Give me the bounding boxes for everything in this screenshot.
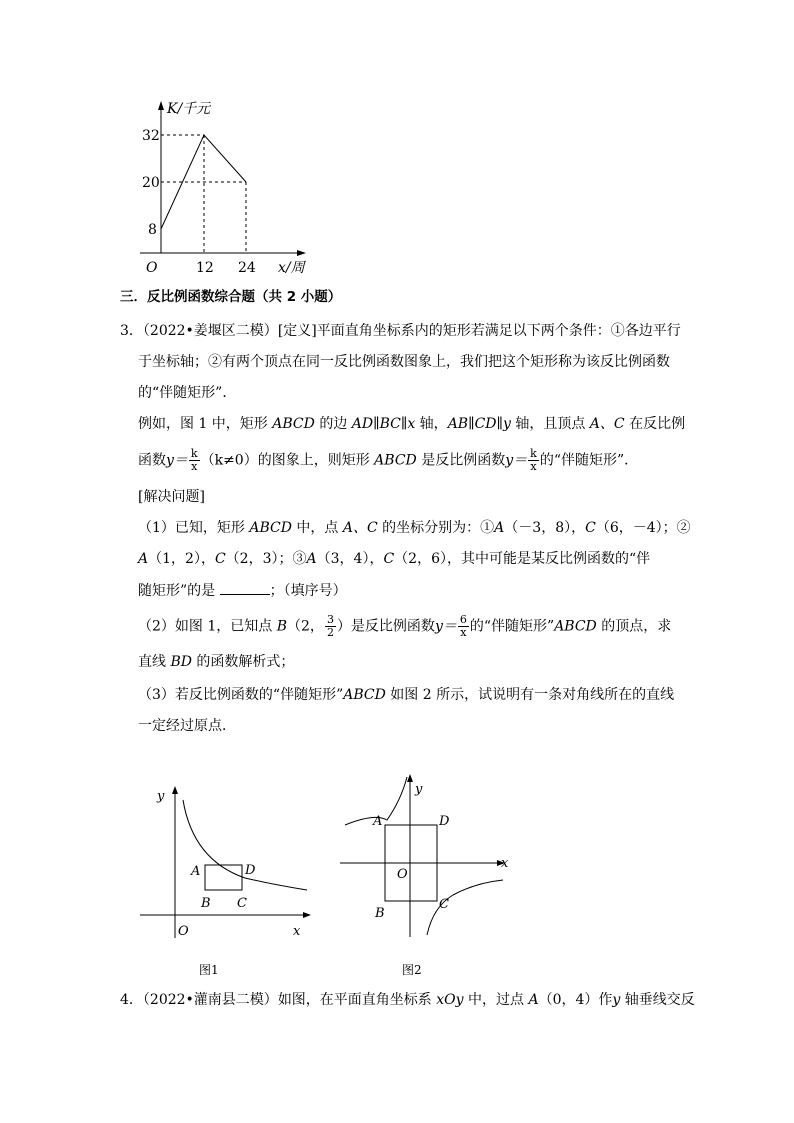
fig1-x-arrow: [303, 912, 311, 918]
q3-number: 3．: [120, 323, 143, 339]
q3-line2: 于坐标轴；②有两个顶点在同一反比例函数图象上，我们把这个矩形称为该反比例函数: [138, 354, 670, 370]
x-axis-label: x/周: [278, 260, 305, 276]
svg-text:O: O: [178, 924, 189, 939]
q3-line1: 3．（2022•姜堰区二模）[定义]平面直角坐标系内的矩形若满足以下两个条件：①各边平行: [120, 323, 681, 339]
q3-solve-heading: [解决问题]: [138, 489, 205, 505]
x-axis-arrow: [297, 250, 306, 256]
fig1-rectangle: [205, 865, 242, 890]
six-over-x-fraction: $\frac{6}{x}$: [459, 613, 467, 639]
y-axis-label: K/千元: [167, 101, 211, 117]
svg-text:C: C: [237, 896, 247, 911]
q3-part1-line3: 随矩形”的是 ；（填序号）: [138, 580, 347, 601]
q3-source: （2022•姜堰区二模）: [142, 323, 278, 339]
fig1-y-arrow: [172, 786, 178, 794]
figure-1: [135, 780, 315, 945]
y-tick-20: 20: [142, 175, 160, 191]
q3-part1-line1: （1）已知，矩形 ABCD 中，点 A、C 的坐标分别为：①A（－3，8），C（6，－4）；②: [138, 520, 691, 536]
svg-text:A: A: [373, 814, 383, 829]
origin-label: O: [146, 260, 158, 276]
q3-part2-line2: 直线 BD 的函数解析式；: [138, 654, 295, 670]
x-tick-12: 12: [196, 260, 214, 276]
q3-part2-line1: （2）如图 1，已知点 B（2， $\frac{3}{2}$ ）是反比例函数y＝ $\frac{6}{x}$ 的“伴随矩形”ABCD 的顶点，求: [138, 613, 672, 639]
section-heading: 三．反比例函数综合题（共 2 小题）: [120, 289, 342, 305]
answer-blank[interactable]: [220, 580, 270, 595]
q3-part3-line2: 一定经过原点．: [138, 718, 236, 734]
figure-2: [335, 765, 515, 945]
q4-number: 4．: [120, 992, 143, 1008]
top-graph: [130, 95, 320, 280]
svg-text:y: y: [157, 789, 165, 804]
svg-text:B: B: [375, 906, 385, 921]
x-tick-24: 24: [238, 260, 256, 276]
y-axis-arrow: [158, 101, 164, 110]
svg-text:y: y: [415, 782, 423, 797]
figure-2-caption: 图2: [402, 963, 422, 977]
q3-line3: 的“伴随矩形”．: [138, 385, 237, 401]
k-over-x-fraction-2: $\frac{k}{x}$: [530, 447, 537, 473]
q3-part1-line2: A（1，2），C（2，3）；③A（3，4），C（2，6），其中可能是某反比例函数的“伴: [138, 551, 651, 567]
y-tick-32: 32: [142, 128, 160, 144]
k-over-x-fraction: $\frac{k}{x}$: [190, 447, 198, 473]
svg-text:D: D: [245, 863, 256, 878]
svg-text:A: A: [191, 864, 201, 879]
q4-source: （2022•灌南县二模）: [142, 992, 278, 1008]
svg-text:O: O: [397, 867, 408, 882]
q3-function-line: 函数y＝ $\frac{k}{x}$ （k≠0）的图象上，则矩形 ABCD 是反比例函数y＝ $\frac{k}{x}$ 的“伴随矩形”．: [138, 447, 639, 473]
fig2-y-arrow: [407, 774, 413, 782]
svg-text:D: D: [439, 814, 450, 829]
q4-line1: 4．（2022•灌南县二模）如图，在平面直角坐标系 xOy 中，过点 A（0，4）作y 轴垂线交反: [120, 992, 695, 1008]
figure-1-caption: 图1: [199, 963, 219, 977]
q3-part3-line1: （3）若反比例函数的“伴随矩形”ABCD 如图 2 所示，试说明有一条对角线所在的直线: [138, 687, 675, 703]
svg-text:B: B: [201, 896, 211, 911]
y-tick-8: 8: [148, 222, 157, 238]
svg-text:x: x: [501, 856, 509, 871]
svg-text:x: x: [293, 924, 301, 939]
svg-text:C: C: [439, 897, 449, 912]
three-halves-fraction: $\frac{3}{2}$: [326, 613, 334, 639]
q3-example-line: 例如，图 1 中，矩形 ABCD 的边 AD∥BC∥x 轴，AB∥CD∥y 轴，且顶点 A、C 在反比例: [138, 416, 686, 432]
